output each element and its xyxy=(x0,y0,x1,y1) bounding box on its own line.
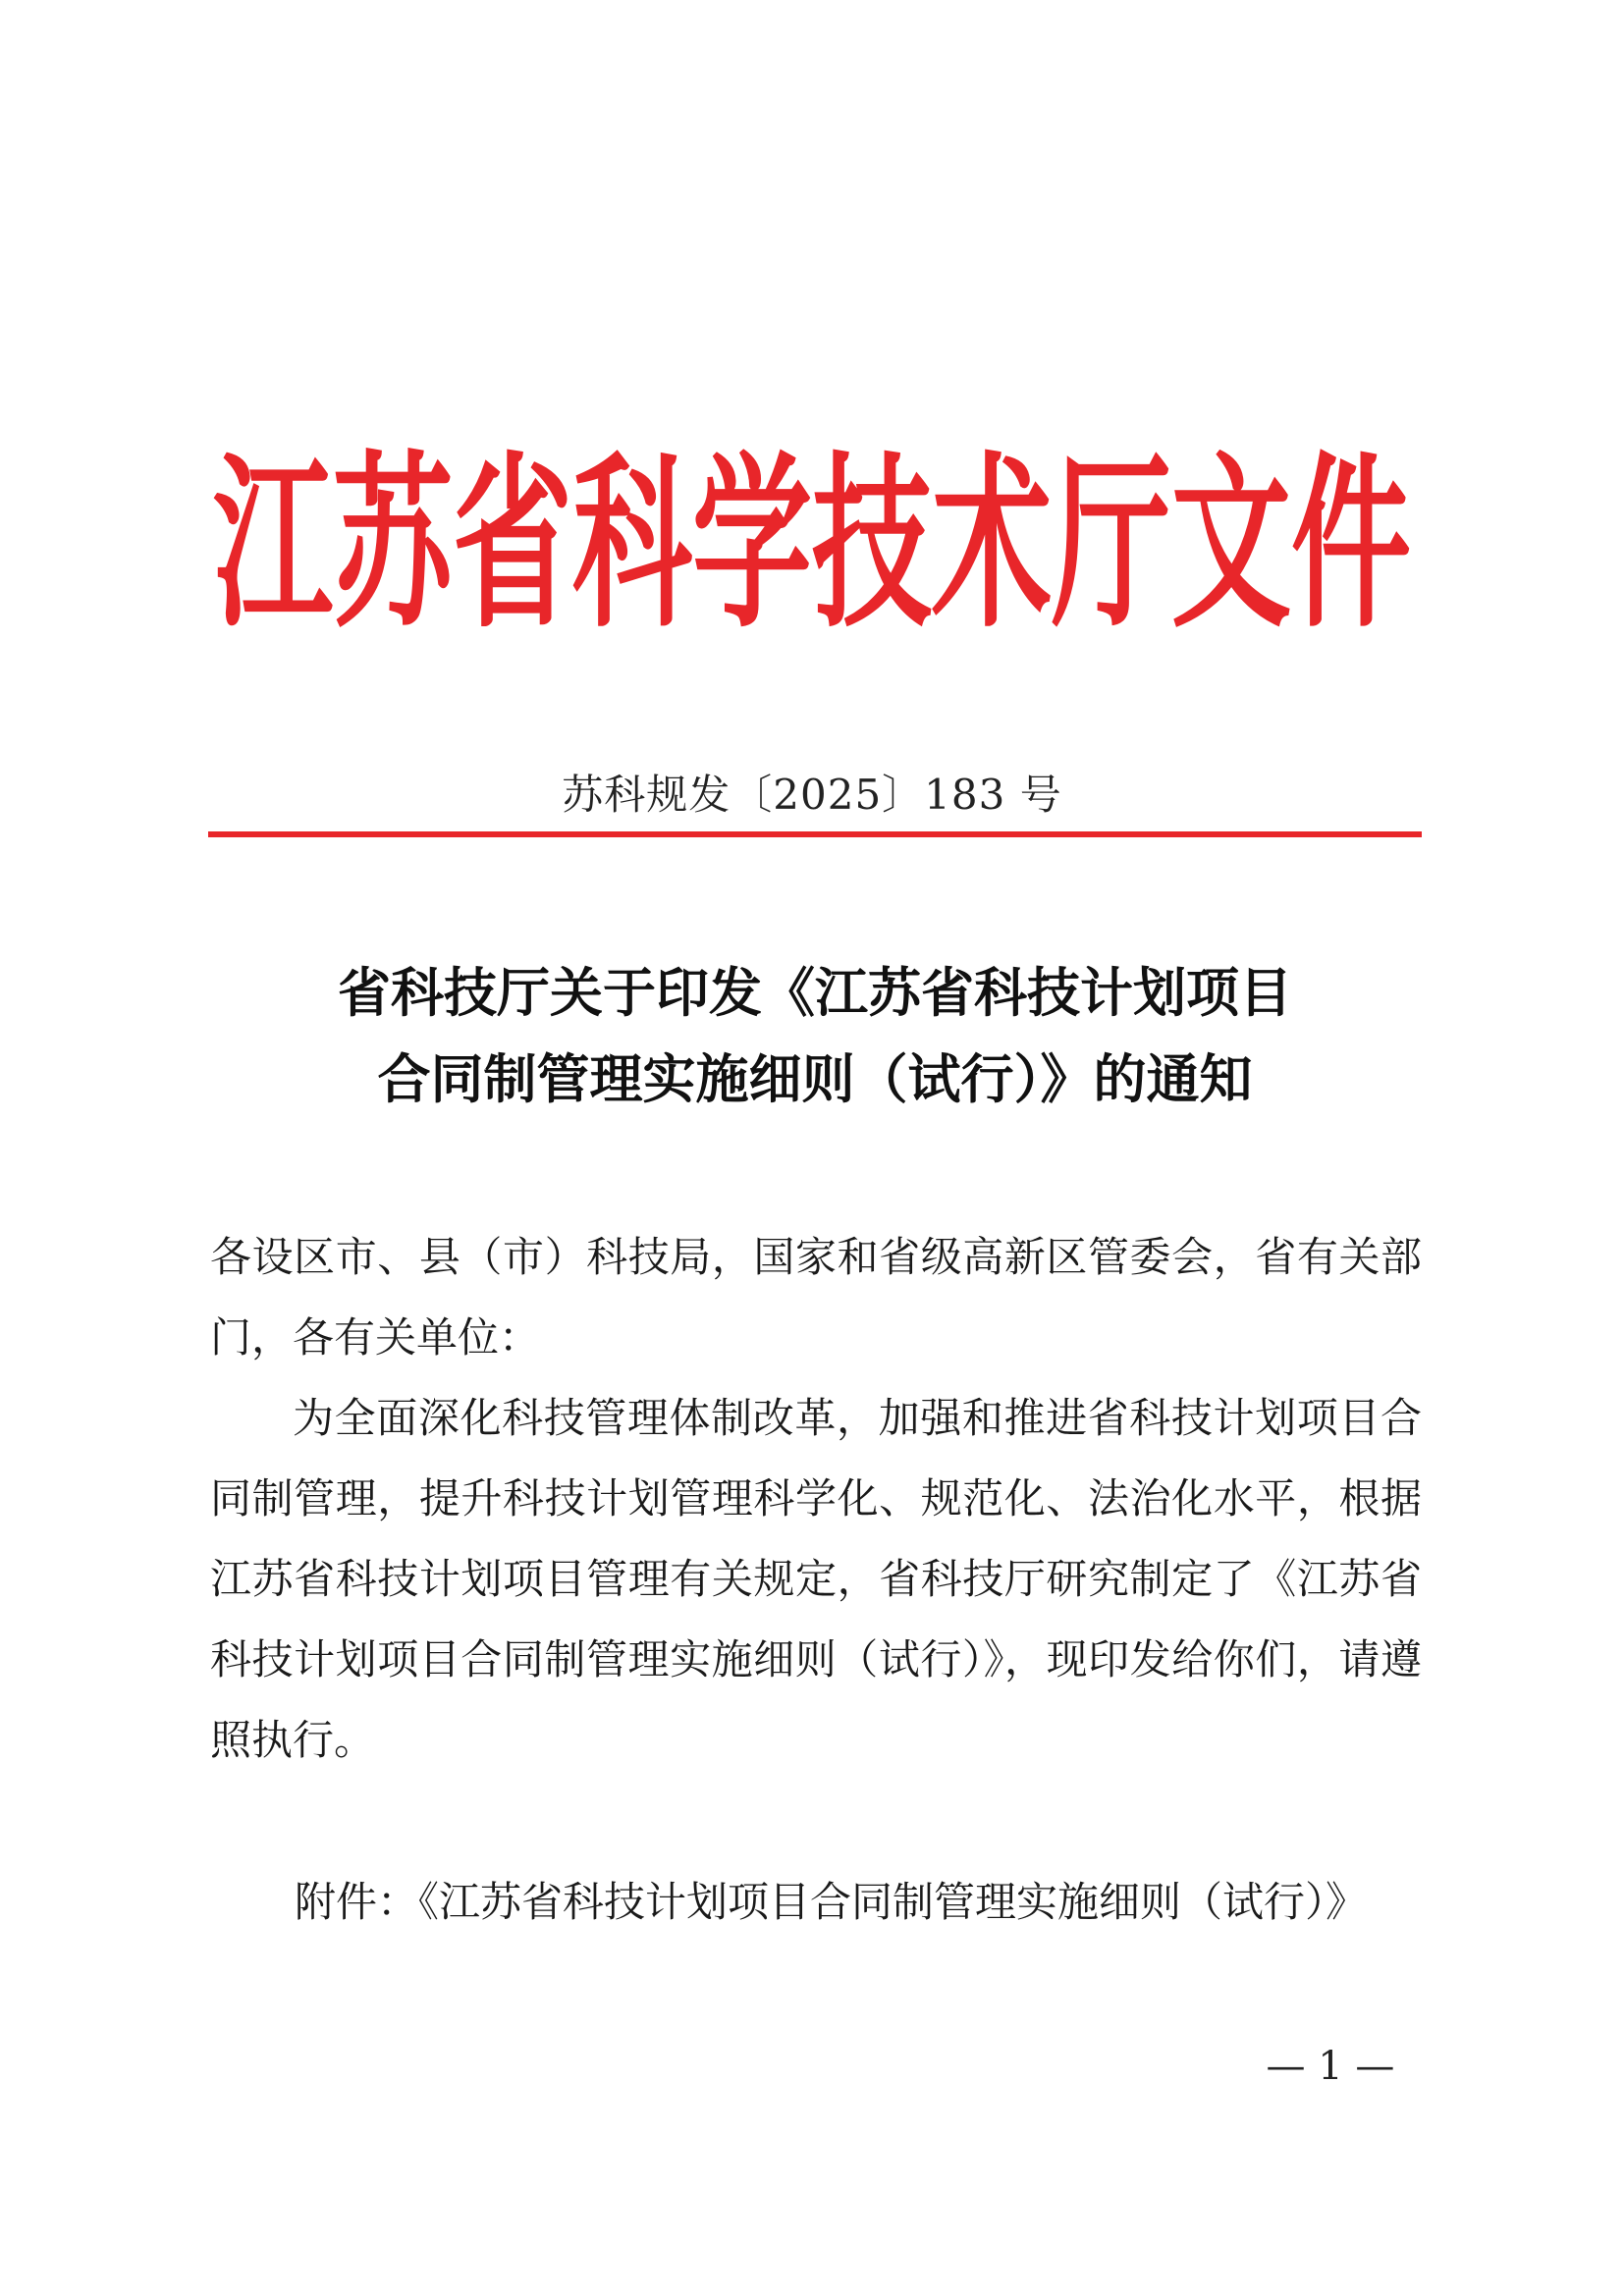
document-number: 苏科规发〔2025〕183 号 xyxy=(562,771,1062,819)
notice-title-line-2: 合同制管理实施细则（试行）》的通知 xyxy=(377,1048,1253,1110)
masthead xyxy=(206,422,1418,648)
main-paragraph: 为全面深化科技管理体制改革，加强和推进省科技计划项目合同制管理，提升科技计划管理科学化、规范化、法治化水平，根据江苏省科技计划项目管理有关规定，省科技厅研究制定了《江苏省科技计划项目合同制管理实施细则（试行）》，现印发给你们，请遵照执行。 xyxy=(210,1394,1422,1764)
salutation: 各设区市、县（市）科技局，国家和省级高新区管委会，省有关部门，各有关单位： xyxy=(210,1233,1422,1362)
notice-body xyxy=(210,1217,1422,1781)
page-number: — 1 — xyxy=(1266,2044,1395,2089)
attachment-line: 附件：《江苏省科技计划项目合同制管理实施细则（试行）》 xyxy=(295,1878,1368,1926)
masthead-text: 江苏省科学技术厅文件 xyxy=(213,436,1411,648)
masthead-graphic xyxy=(206,422,1418,648)
notice-title-line-1: 省科技厅关于印发《江苏省科技计划项目 xyxy=(338,962,1292,1024)
notice-title xyxy=(208,950,1422,1123)
red-divider-line xyxy=(208,831,1422,837)
